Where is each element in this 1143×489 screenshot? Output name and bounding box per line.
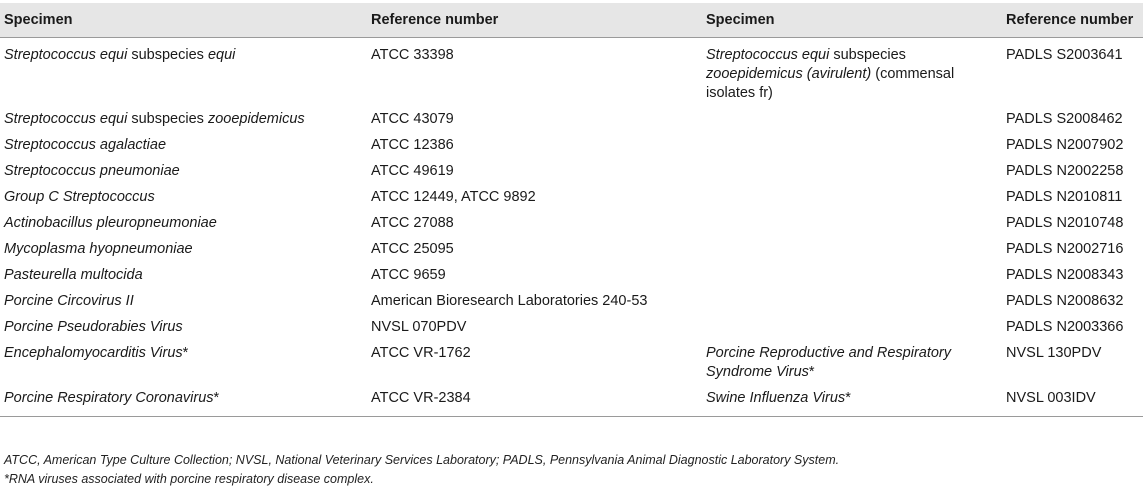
reference-number-cell: PADLS N2002716 (1006, 241, 1124, 257)
specimen-cell (0, 184, 367, 210)
reference-number-cell: ATCC 33398 (371, 47, 454, 63)
table-row (0, 385, 1143, 417)
specimen-cell (702, 288, 1002, 314)
specimen-text: Porcine Pseudorabies Virus (4, 319, 183, 335)
specimen-cell (0, 340, 367, 385)
table-row (0, 288, 1143, 314)
table-row (0, 340, 1143, 385)
table-header (0, 3, 1143, 38)
specimen-text: subspecies (829, 47, 906, 63)
table-row (0, 262, 1143, 288)
header-reference-1: Reference number (367, 3, 702, 38)
table-row (0, 210, 1143, 236)
reference-number-cell: PADLS S2008462 (1006, 111, 1123, 127)
specimen-text: subspecies (127, 111, 208, 127)
specimen-text: Group C Streptococcus (4, 189, 155, 205)
specimen-text: Streptococcus equi (706, 47, 830, 63)
table-row (0, 106, 1143, 132)
specimen-cell (702, 184, 1002, 210)
specimen-cell (702, 210, 1002, 236)
reference-number-cell: ATCC VR-2384 (367, 385, 702, 417)
specimen-text: Porcine Circovirus II (4, 293, 134, 309)
footnote-rna-viruses: *RNA viruses associated with porcine respiratory disease complex. (4, 472, 374, 486)
reference-number-cell: PADLS N2007902 (1006, 137, 1124, 153)
specimen-cell (0, 288, 367, 314)
specimen-text: * (845, 390, 851, 406)
reference-number-cell: PADLS N2008632 (1006, 293, 1124, 309)
reference-number-cell: PADLS N2002258 (1006, 163, 1124, 179)
specimen-text: Streptococcus pneumoniae (4, 163, 180, 179)
specimen-cell (702, 314, 1002, 340)
specimen-text: Actinobacillus pleuropneumoniae (4, 215, 217, 231)
specimen-text: Swine Influenza Virus (706, 390, 846, 406)
reference-number-cell: ATCC 43079 (371, 111, 454, 127)
specimen-cell (0, 158, 367, 184)
reference-number-cell: ATCC 25095 (371, 241, 454, 257)
specimen-cell (0, 38, 367, 107)
specimen-text: Porcine Respiratory Coronavirus (4, 390, 214, 406)
specimen-text: subspecies (127, 47, 208, 63)
reference-number-cell: ATCC 27088 (371, 215, 454, 231)
reference-number-cell: ATCC 49619 (371, 163, 454, 179)
specimen-cell (0, 236, 367, 262)
header-reference-2: Reference number (1002, 3, 1143, 38)
reference-number-cell: NVSL 130PDV (1006, 345, 1102, 361)
reference-number-cell: PADLS S2003641 (1006, 47, 1123, 63)
specimen-cell (702, 158, 1002, 184)
reference-number-cell: American Bioresearch Laboratories 240-53 (371, 293, 648, 309)
specimen-text: zooepidemicus (avirulent) (706, 66, 872, 82)
specimen-text: Porcine Reproductive and Respiratory Syndrome Virus (706, 345, 952, 380)
specimen-cell (0, 106, 367, 132)
specimen-cell (702, 106, 1002, 132)
reference-number-cell: PADLS N2010811 (1006, 189, 1123, 205)
reference-number-cell: PADLS N2008343 (1006, 267, 1124, 283)
specimen-cell (0, 314, 367, 340)
specimen-text: Streptococcus agalactiae (4, 137, 167, 153)
reference-number-cell: ATCC 9659 (371, 267, 446, 283)
specimen-text: Encephalomyocarditis Virus (4, 345, 183, 361)
reference-number-cell: ATCC 12449, ATCC 9892 (371, 189, 536, 205)
specimen-cell (702, 262, 1002, 288)
table-row (0, 184, 1143, 210)
reference-number-cell: ATCC 12386 (371, 137, 454, 153)
table-row (0, 158, 1143, 184)
table-row (0, 314, 1143, 340)
table-footnotes (4, 451, 839, 489)
specimen-text: Streptococcus equi (4, 111, 128, 127)
reference-number-cell: PADLS N2003366 (1006, 319, 1124, 335)
reference-number-cell: NVSL 070PDV (371, 319, 467, 335)
reference-number-cell: ATCC VR-1762 (371, 345, 471, 361)
specimen-cell (702, 132, 1002, 158)
table-row (0, 132, 1143, 158)
specimen-text: zooepidemicus (207, 111, 305, 127)
footnote-abbreviations: ATCC, American Type Culture Collection; NVSL, National Veterinary Services Laboratory; PADLS, Pennsylvania Animal Diagnostic Laboratory System. (4, 453, 840, 467)
specimen-text: Pasteurella multocida (4, 267, 143, 283)
reference-number-cell: NVSL 003IDV (1002, 385, 1143, 417)
specimen-text: * (808, 364, 815, 380)
table-row (0, 38, 1143, 107)
header-specimen-2: Specimen (702, 3, 1002, 38)
header-specimen-1: Specimen (0, 3, 367, 38)
table-row (0, 236, 1143, 262)
specimen-cell (0, 385, 367, 417)
specimen-cell (0, 132, 367, 158)
reference-number-cell: PADLS N2010748 (1006, 215, 1124, 231)
specimen-cell (702, 340, 1002, 385)
specimen-text: (commensal isolates fr) (706, 66, 955, 101)
specimen-cell (702, 38, 1002, 107)
specimen-cell (0, 262, 367, 288)
reference-table (0, 3, 1143, 417)
header-row (0, 3, 1143, 38)
table-body (0, 38, 1143, 417)
specimen-text: * (213, 390, 220, 406)
specimen-text: Streptococcus equi (4, 47, 128, 63)
specimen-text: Mycoplasma hyopneumoniae (4, 241, 193, 257)
specimen-cell (0, 210, 367, 236)
specimen-cell (702, 385, 1002, 417)
specimen-text: equi (207, 47, 236, 63)
specimen-cell (702, 236, 1002, 262)
specimen-text: * (182, 345, 189, 361)
